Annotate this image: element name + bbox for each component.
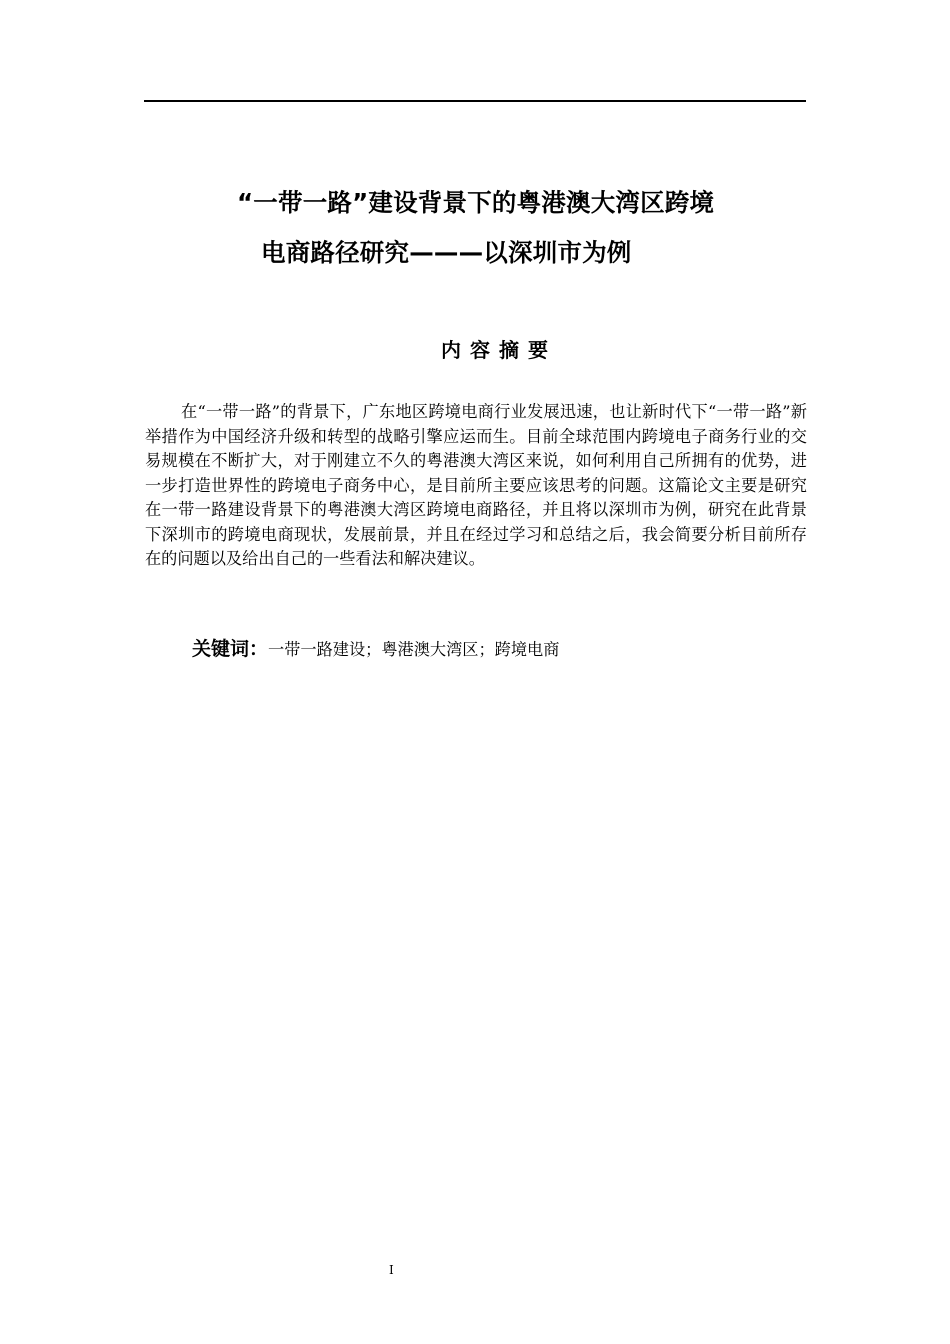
keywords-value: 一带一路建设；粤港澳大湾区；跨境电商 (268, 640, 560, 659)
keywords (192, 636, 559, 663)
paper-title-line-1: “一带一路”建设背景下的粤港澳大湾区跨境 (237, 188, 715, 217)
paper-title-line-2: 电商路径研究———以深圳市为例 (261, 238, 632, 267)
header-rule (144, 100, 806, 102)
abstract-body: 在“一带一路”的背景下，广东地区跨境电商行业发展迅速，也让新时代下“一带一路”新举措作为中国经济升级和转型的战略引擎应运而生。目前全球范围内跨境电子商务行业的交易规模在不断扩大，对于刚建立不久的粤港澳大湾区来说，如何利用自己所拥有的优势，进一步打造世界性的跨境电子商务中心，是目前所主要应该思考的问题。这篇论文主要是研究在一带一路建设背景下的粤港澳大湾区跨境电商路径，并且将以深圳市为例，研究在此背景下深圳市的跨境电商现状，发展前景，并且在经过学习和总结之后，我会简要分析目前所存在的问题以及给出自己的一些看法和解决建议。 (145, 402, 807, 568)
page-number: I (389, 1263, 394, 1277)
keywords-label: 关键词： (192, 638, 269, 660)
abstract-heading: 内容摘要 (441, 338, 557, 362)
